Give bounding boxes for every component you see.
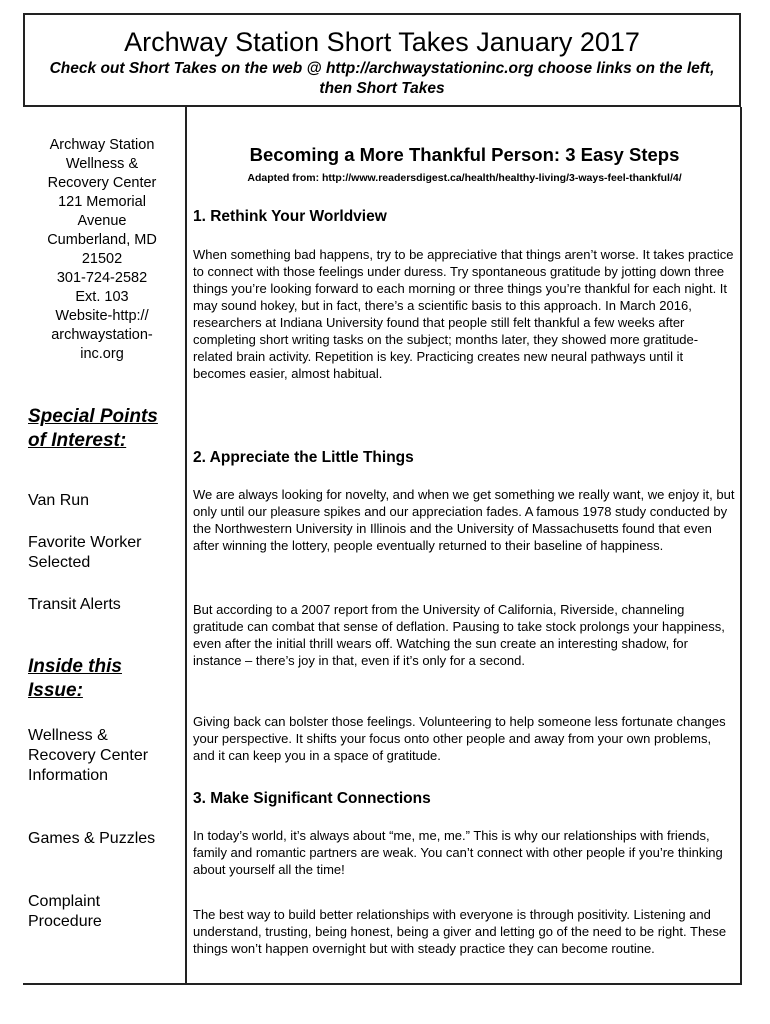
- newsletter-title: Archway Station Short Takes January 2017: [124, 27, 640, 57]
- special-point-item: Favorite Worker Selected: [28, 534, 142, 571]
- address-line: Cumberland, MD: [47, 232, 157, 248]
- address-line: Archway Station: [49, 137, 155, 153]
- column-divider: [185, 107, 187, 984]
- bottom-border: [23, 983, 742, 985]
- address-line: 21502: [81, 251, 123, 267]
- section-heading: 2. Appreciate the Little Things: [193, 449, 414, 466]
- special-point-item: Transit Alerts: [28, 596, 121, 613]
- inside-issue-heading: Inside this Issue:: [28, 656, 122, 701]
- address-line: archwaystation-: [51, 327, 153, 343]
- contact-address: [28, 136, 176, 364]
- address-line: Website-http://: [55, 308, 149, 324]
- right-border: [740, 107, 742, 984]
- inside-issue-item: Games & Puzzles: [28, 830, 156, 847]
- section-paragraph: But according to a 2007 report from the University of California, Riverside, channeling gratitude can combat that sense of deflation. Pausing to take stock prolongs your happiness, even after the initial thrill wears off. Watching the sun create an interesting shadow, for instance – there’s joy in that, even if it’s only for a second.: [193, 602, 725, 668]
- section-paragraph: When something bad happens, try to be appreciative that things aren’t worse. It takes practice to connect with those feelings under duress. Try spontaneous gratitude by jotting down three things you’re looking forward to each morning or three things you’re thankful for each night. It may sound hokey, but in fact, there’s a scientific basis to this approach. In March 2016, researchers at Indiana University found that people still felt thankful a few weeks after completing short writing tasks on the subject; months later, they showed more gratitude-related brain activity. Repetition is key. Practicing creates new neural pathways until it becomes easier, almost habitual.: [193, 247, 734, 381]
- section-paragraph: In today’s world, it’s always about “me, me, me.” This is why our relationships with friends, family and romantic partners are weak. You can’t connect with other people if you’re thinking about yourself all the time!: [193, 828, 723, 877]
- inside-issue-item: Wellness & Recovery Center Information: [28, 727, 149, 784]
- newsletter-subtitle: Check out Short Takes on the web @ http://archwaystationinc.org choose links on the left, then Short Takes: [49, 60, 715, 97]
- section-paragraph: The best way to build better relationships with everyone is through positivity. Listening and understand, trusting, being honest, being a giver and letting go of the need to be right. These things won’t happen overnight but with steady practice they can become routine.: [193, 907, 727, 956]
- address-line: Avenue: [77, 213, 127, 229]
- inside-issue-item: Complaint Procedure: [28, 893, 102, 930]
- address-line: inc.org: [80, 346, 124, 362]
- article-source: Adapted from: http://www.readersdigest.ca/health/healthy-living/3-ways-feel-thankful/4/: [247, 172, 682, 184]
- article-title: Becoming a More Thankful Person: 3 Easy Steps: [249, 144, 680, 165]
- address-line: 301-724-2582: [56, 270, 148, 286]
- address-line: Ext. 103: [75, 289, 129, 305]
- address-line: Wellness &: [65, 156, 139, 172]
- special-points-heading: Special Points of Interest:: [28, 406, 158, 451]
- special-point-item: Van Run: [28, 492, 90, 509]
- section-paragraph: Giving back can bolster those feelings. Volunteering to help someone less fortunate changes your perspective. It shifts your focus onto other people and away from your own problems, and it can keep you in a space of gratitude.: [193, 714, 726, 763]
- section-heading: 1. Rethink Your Worldview: [193, 208, 387, 225]
- newsletter-header: [23, 13, 741, 107]
- section-heading: 3. Make Significant Connections: [193, 790, 431, 807]
- section-paragraph: We are always looking for novelty, and when we get something we really want, we enjoy it, but only until our pleasure spikes and our appreciation fades. A famous 1978 study conducted by the Northwestern University in Illinois and the University of Massachusetts found that even after winning the lottery, people eventually returned to their baseline of happiness.: [193, 487, 735, 553]
- address-line: Recovery Center: [47, 175, 157, 191]
- address-line: 121 Memorial: [58, 194, 146, 210]
